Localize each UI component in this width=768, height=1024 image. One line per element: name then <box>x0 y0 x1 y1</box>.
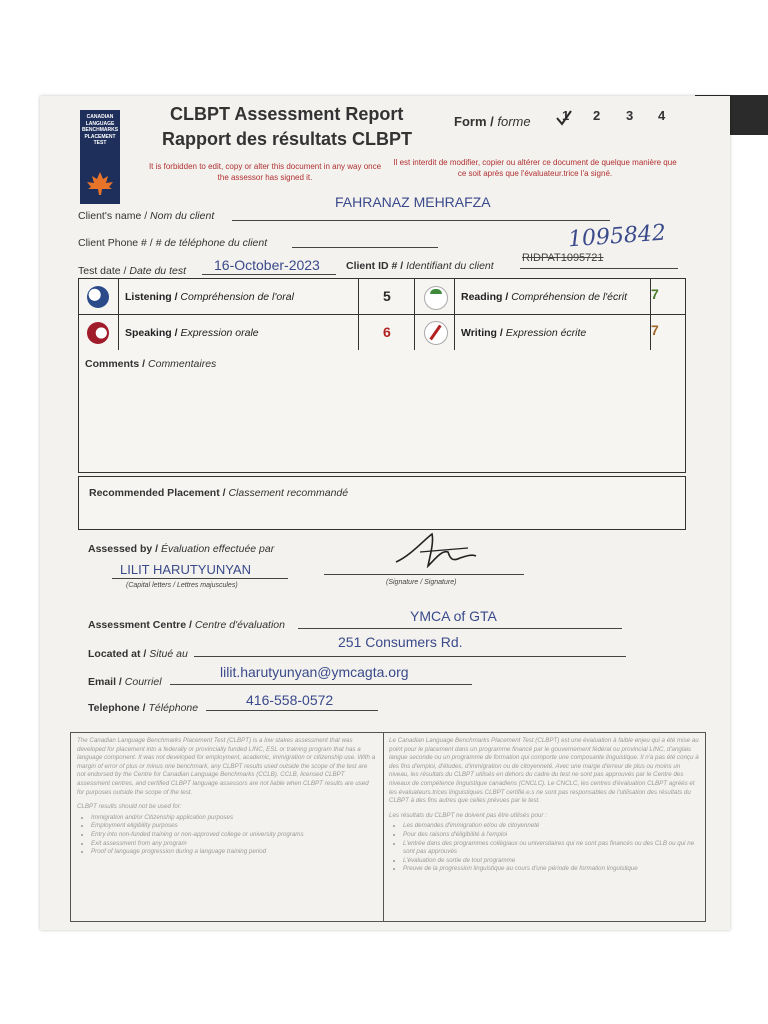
list-item: • Proof of language progression during a language training period <box>91 848 377 857</box>
book-icon <box>424 286 448 310</box>
email-value: lilit.harutyunyan@ymcagta.org <box>220 664 409 680</box>
assessor-name-line <box>112 578 288 579</box>
assessor-name-value: LILIT HARUTYUNYAN <box>120 562 251 577</box>
speaking-score: 6 <box>383 324 391 340</box>
reading-icon-cell <box>415 279 455 315</box>
centre-label: Assessment Centre / Centre d'évaluation <box>88 619 285 631</box>
disclaimer-en-paragraph: The Canadian Language Benchmarks Placement Test (CLBPT) is a low stakes assessment that was developed for placement into a federally or provincially funded LINC, ESL or training program that has a language component. It was not developed for employment, academic, immigration or citizenship use. With a margin of error of plus or minus one benchmark, any CLBPT results used outside the scope of the test are not endorsed by the Centre for Canadian Language Benchmarks (CCLB). CCLB, licensed CLBPT assessment centres, and certified CLBPT language assessors are not liable when CLBPT results are used for purposes outside the scope of the test. <box>77 737 376 796</box>
disclaimer-en-list-title: CLBPT results should not be used for: <box>77 803 182 811</box>
report-page <box>40 96 730 930</box>
listening-score-cell <box>359 279 415 315</box>
logo-text: CANADIAN LANGUAGE BENCHMARKS PLACEMENT TEST <box>81 114 119 146</box>
speaking-label-cell <box>119 315 359 351</box>
disclaimer-fr-paragraph: Le Canadian Language Benchmarks Placement Test (CLBPT) est une évaluation à faible enjeu qui a été mise au point pour le placement dans un programme financé par le gouvernement fédéral ou provincial LINC, d'anglais langue seconde ou un programme de formation qui comporte une composante linguistique. Il n'a pas été conçu à des fins d'emploi, d'études, d'immigration ou de citoyenneté. Avec une marge d'erreur de plus ou moins un niveau, les résultats du CLBPT utilisés en dehors du cadre du test ne sont pas approuvés par le Centre des niveaux de compétence linguistique canadiens (CNCLC). Le CNCLC, les centres d'évaluation CLBPT agréés et les évaluateurs.trices linguistiques CLBPT certifié.e.s ne sont pas responsables de l'utilisation des résultats du CLBPT à des fins autres que celles prévues par le test. <box>389 737 699 805</box>
located-value: 251 Consumers Rd. <box>338 634 463 650</box>
email-label: Email / Courriel <box>88 676 162 688</box>
client-id-handwritten-value: 1095842 <box>567 220 667 253</box>
form-number-1: 1 <box>562 108 570 123</box>
list-item: • Exit assessment from any program <box>91 840 377 849</box>
list-item: • Immigration and/or Citizenship application purposes <box>91 814 377 823</box>
telephone-line <box>206 710 378 711</box>
comments-box <box>78 350 686 473</box>
disclaimer-fr <box>389 737 699 874</box>
placement-label: Recommended Placement / Classement recommandé <box>89 487 349 499</box>
disclaimer-fr-list-title: Les résultats du CLBPT ne doivent pas être utilisés pour : <box>389 811 547 819</box>
listening-label: Listening / Compréhension de l'oral <box>125 291 294 303</box>
placement-box <box>78 476 686 530</box>
disclaimer-en-list <box>91 814 377 857</box>
comments-label: Comments / Commentaires <box>85 358 217 370</box>
reading-score: 7 <box>651 286 659 302</box>
test-date-value: 16-October-2023 <box>214 257 320 273</box>
warning-fr: Il est interdit de modifier, copier ou altérer ce document de quelque manière que ce soit après que l'évaluateur.trice l'a signé. <box>393 158 677 178</box>
client-name-label: Client's name / Nom du client <box>78 210 215 222</box>
client-phone-line <box>292 247 438 248</box>
report-title-en: CLBPT Assessment Report <box>170 104 404 124</box>
speaking-label: Speaking / Expression orale <box>125 327 259 339</box>
test-date-line <box>202 274 336 275</box>
signature-caption: (Signature / Signature) <box>386 579 457 586</box>
ear-icon <box>87 286 109 308</box>
maple-leaf-icon <box>84 170 116 196</box>
reading-score-cell <box>651 279 685 315</box>
listening-icon-cell <box>79 279 119 315</box>
test-date-label: Test date / Date du test <box>78 265 186 277</box>
telephone-value: 416-558-0572 <box>246 692 334 708</box>
form-checkmark-icon <box>555 108 573 128</box>
photo-background <box>0 0 768 95</box>
assessed-by-label: Assessed by / Évaluation effectuée par <box>88 543 275 555</box>
list-item: • Les demandes d'immigration et/ou de citoyenneté <box>403 822 699 831</box>
speech-icon <box>87 322 109 344</box>
form-label: Form / forme <box>454 114 531 129</box>
writing-label-cell <box>455 315 651 351</box>
writing-icon-cell <box>415 315 455 351</box>
client-id-struck-value: RIDPAT1095721 <box>522 252 604 264</box>
assessor-name-caption: (Capital letters / Lettres majuscules) <box>126 582 238 589</box>
disclaimer-fr-list <box>403 822 699 874</box>
form-number-3: 3 <box>626 108 634 123</box>
form-number-2: 2 <box>593 108 601 123</box>
list-item: • L'entrée dans des programmes collégiaux ou universitaires qui ne sont pas financés ou des CLB ou qui ne sont pas approuvés <box>403 840 699 857</box>
reading-label: Reading / Compréhension de l'écrit <box>461 291 628 303</box>
signature-line <box>324 574 524 575</box>
assessor-signature <box>390 528 480 576</box>
client-phone-label: Client Phone # / # de téléphone du client <box>78 237 268 249</box>
disclaimer-divider <box>383 733 384 921</box>
located-label: Located at / Situé au <box>88 648 188 660</box>
writing-label: Writing / Expression écrite <box>461 327 587 339</box>
form-number-4: 4 <box>658 108 666 123</box>
client-id-line <box>520 268 678 269</box>
speaking-icon-cell <box>79 315 119 351</box>
pencil-icon <box>424 321 448 345</box>
client-name-line <box>232 220 610 221</box>
disclaimer-en <box>77 737 377 857</box>
centre-line <box>298 628 622 629</box>
list-item: • Employment eligibility purposes <box>91 822 377 831</box>
located-line <box>194 656 626 657</box>
disclaimer-box <box>70 732 706 922</box>
client-id-label: Client ID # / Identifiant du client <box>346 260 494 272</box>
reading-label-cell <box>455 279 651 315</box>
writing-score-cell <box>651 315 685 351</box>
list-item: • Entry into non-funded training or non-approved college or university programs <box>91 831 377 840</box>
list-item: • Pour des raisons d'éligibilité à l'emploi <box>403 831 699 840</box>
email-line <box>170 684 472 685</box>
clbpt-logo <box>80 110 120 204</box>
report-title-fr: Rapport des résultats CLBPT <box>162 129 413 149</box>
listening-score: 5 <box>383 288 391 304</box>
warning-en: It is forbidden to edit, copy or alter this document in any way once the assessor has signed it. <box>148 162 382 182</box>
list-item: • Preuve de la progression linguistique au cours d'une période de formation linguistique <box>403 865 699 874</box>
telephone-label: Telephone / Téléphone <box>88 702 199 714</box>
writing-score: 7 <box>651 322 659 338</box>
listening-label-cell <box>119 279 359 315</box>
centre-value: YMCA of GTA <box>410 608 497 624</box>
list-item: • L'évaluation de sortie de tout programme <box>403 857 699 866</box>
speaking-score-cell <box>359 315 415 351</box>
scores-table <box>78 278 686 352</box>
client-name-value: FAHRANAZ MEHRAFZA <box>335 194 491 210</box>
